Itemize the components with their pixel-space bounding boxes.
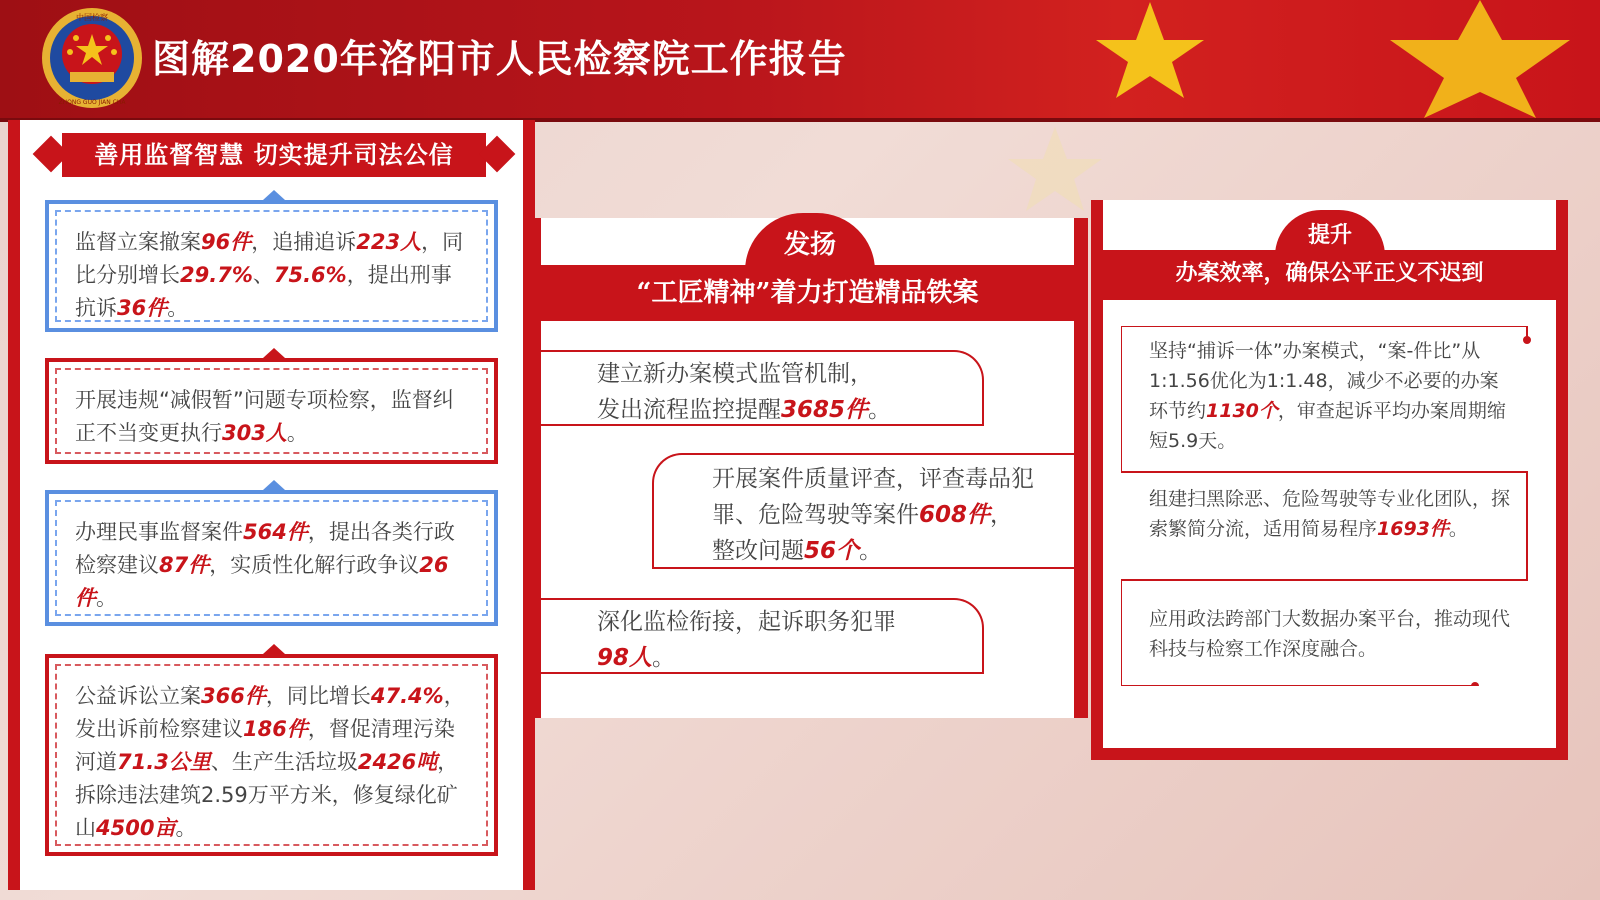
box2-text: 开展违规“减假暂”问题专项检察，监督纠正不当变更执行303人。: [55, 368, 488, 454]
procuratorate-emblem-icon: [40, 6, 144, 110]
box3-text: 办理民事监督案件564件，提出各类行政检察建议87件，实质性化解行政争议26件。: [55, 500, 488, 616]
svg-text:中国检察: 中国检察: [76, 13, 108, 22]
pointer-triangle-icon: [263, 348, 285, 358]
flag-star-icon: [1090, 0, 1210, 100]
supervision-box-1: [45, 200, 498, 332]
panel1-title: 善用监督智慧 切实提升司法公信: [62, 133, 486, 177]
panel3-title: 办案效率，确保公平正义不迟到: [1175, 260, 1484, 286]
efficiency-item-1: 坚持“捕诉一体”办案模式，“案-件比”从1:1.56优化为1:1.48，减少不必要的办案环节约1130个，审查起诉平均办案周期缩短5.9天。: [1149, 340, 1506, 452]
page-title: 图解2020年洛阳市人民检察院工作报告: [152, 37, 847, 81]
pointer-triangle-icon: [263, 190, 285, 200]
box4-text: 公益诉讼立案366件，同比增长47.4%，发出诉前检察建议186件，督促清理污染河道71.3公里、生产生活垃圾2426吨，拆除违法建筑2.59万平方米，修复绿化矿山4500亩。: [55, 664, 488, 846]
panel2-cap: 发扬: [745, 213, 875, 271]
efficiency-item-3: 应用政法跨部门大数据办案平台，推动现代科技与检察工作深度融合。: [1149, 608, 1511, 660]
pointer-triangle-icon: [263, 644, 285, 654]
supervision-box-3: [45, 490, 498, 626]
svg-text:ZHONG GUO JIAN CHA: ZHONG GUO JIAN CHA: [58, 99, 126, 106]
box1-text: 监督立案撤案96件，追捕追诉223人，同比分别增长29.7%、75.6%，提出刑事抗诉36件。: [55, 210, 488, 322]
craftsman-item-2: 开展案件质量评查，评查毒品犯罪、危险驾驶等案件608件，整改问题56个。: [652, 453, 1074, 569]
panel2-title: “工匠精神”着力打造精品铁案: [636, 278, 979, 308]
craftsman-item-1: 建立新办案模式监管机制， 发出流程监控提醒3685件。: [541, 350, 984, 426]
efficiency-item-2: 组建扫黑除恶、危险驾驶等专业化团队，探索繁简分流，适用简易程序1693件。: [1149, 488, 1511, 540]
pointer-triangle-icon: [263, 480, 285, 490]
supervision-box-2: [45, 358, 498, 464]
craftsman-item-3: 深化监检衔接，起诉职务犯罪 98人。: [541, 598, 984, 674]
supervision-box-4: [45, 654, 498, 856]
panel1-title-banner: [34, 133, 514, 177]
flag-star-large-icon: [1330, 0, 1590, 118]
panel3-cap: 提升: [1275, 210, 1385, 256]
